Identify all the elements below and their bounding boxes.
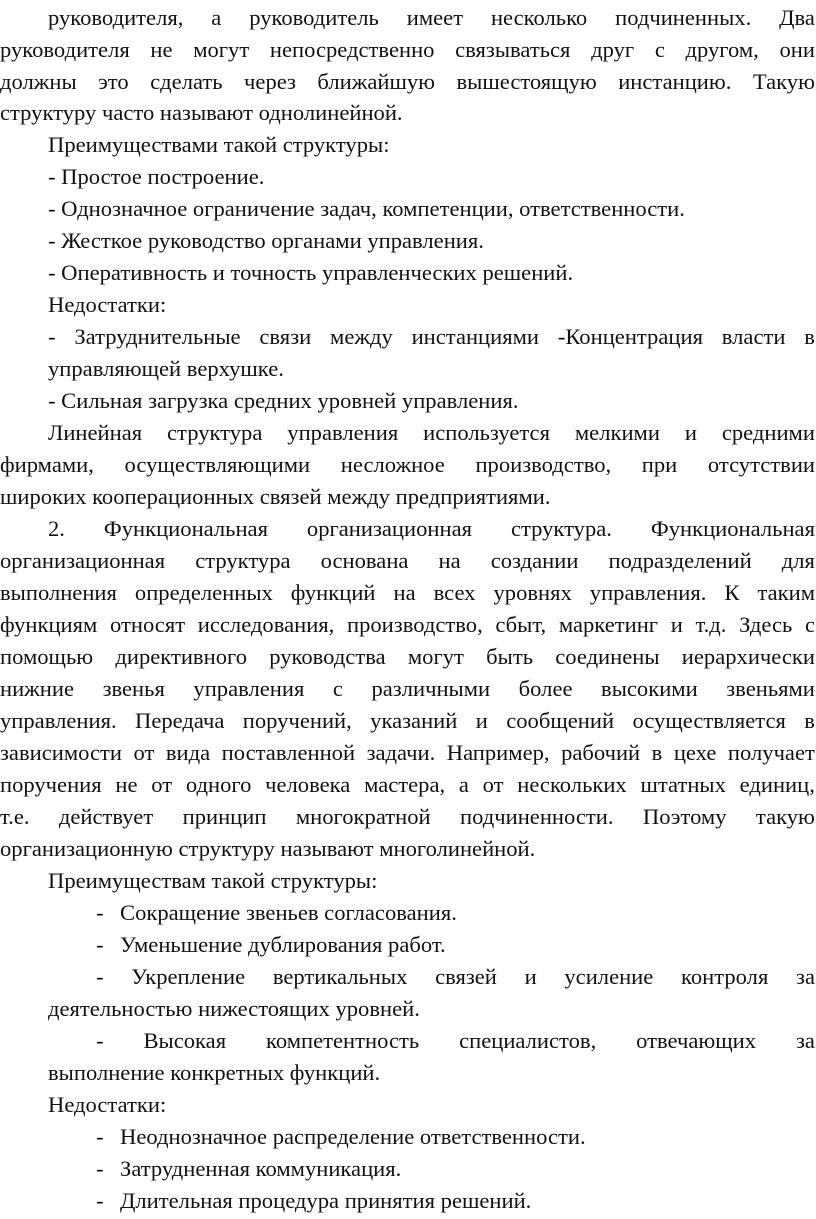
text-line: руководителя, а руководитель имеет несколько подчиненных. Два xyxy=(48,5,815,30)
list-item-continuation: выполнение конкретных функций. xyxy=(48,1060,381,1085)
text-line: организационную структуру называют многолинейной. xyxy=(0,836,536,861)
section-heading: Преимуществам такой структуры: xyxy=(48,868,378,893)
list-item-continuation: управляющей верхушке. xyxy=(48,356,284,381)
text-line: организационная структура основана на создании подразделений для xyxy=(0,548,815,573)
text-line: фирмами, осуществляющими несложное производство, при отсутствии xyxy=(0,452,815,477)
text-line: нижние звенья управления с различными более высокими звеньями xyxy=(0,676,815,701)
text-line: т.е. действует принцип многократной подчиненности. Поэтому такую xyxy=(0,804,815,829)
text-line: функциям относят исследования, производство, сбыт, маркетинг и т.д. Здесь с xyxy=(0,612,815,637)
list-item: - Жесткое руководство органами управления. xyxy=(48,228,484,253)
list-item-continuation: деятельностью нижестоящих уровней. xyxy=(48,996,420,1021)
text-line: поручения не от одного человека мастера, а от нескольких штатных единиц, xyxy=(0,772,815,797)
list-item: - Высокая компетентность специалистов, отвечающих за xyxy=(96,1028,815,1053)
text-line: широких кооперационных связей между предприятиями. xyxy=(0,484,551,509)
text-line: зависимости от вида поставленной задачи. Например, рабочий в цехе получает xyxy=(0,740,815,765)
list-item: - Простое построение. xyxy=(48,164,265,189)
text-line: структуру часто называют однолинейной. xyxy=(0,100,403,125)
text-line: выполнения определенных функций на всех уровнях управления. К таким xyxy=(0,580,815,605)
text-line: Линейная структура управления используется мелкими и средними xyxy=(48,420,815,445)
section-heading: Недостатки: xyxy=(48,292,167,317)
list-item: - Укрепление вертикальных связей и усиление контроля за xyxy=(96,964,815,989)
section-heading: Преимуществами такой структуры: xyxy=(48,132,390,157)
text-line: управления. Передача поручений, указаний и сообщений осуществляется в xyxy=(0,708,815,733)
list-item: - Сильная загрузка средних уровней управления. xyxy=(48,388,519,413)
text-line: должны это сделать через ближайшую вышестоящую инстанцию. Такую xyxy=(0,69,815,94)
text-line: руководителя не могут непосредственно связываться друг с другом, они xyxy=(0,37,815,62)
text-line: 2. Функциональная организационная структура. Функциональная xyxy=(48,516,815,541)
list-item: - Оперативность и точность управленческих решений. xyxy=(48,260,574,285)
section-heading: Недостатки: xyxy=(48,1092,167,1117)
text-line: помощью директивного руководства могут быть соединены иерархически xyxy=(0,644,815,669)
list-item: - Затруднительные связи между инстанциями -Концентрация власти в xyxy=(48,324,815,349)
list-item: - Однозначное ограничение задач, компетенции, ответственности. xyxy=(48,196,685,221)
